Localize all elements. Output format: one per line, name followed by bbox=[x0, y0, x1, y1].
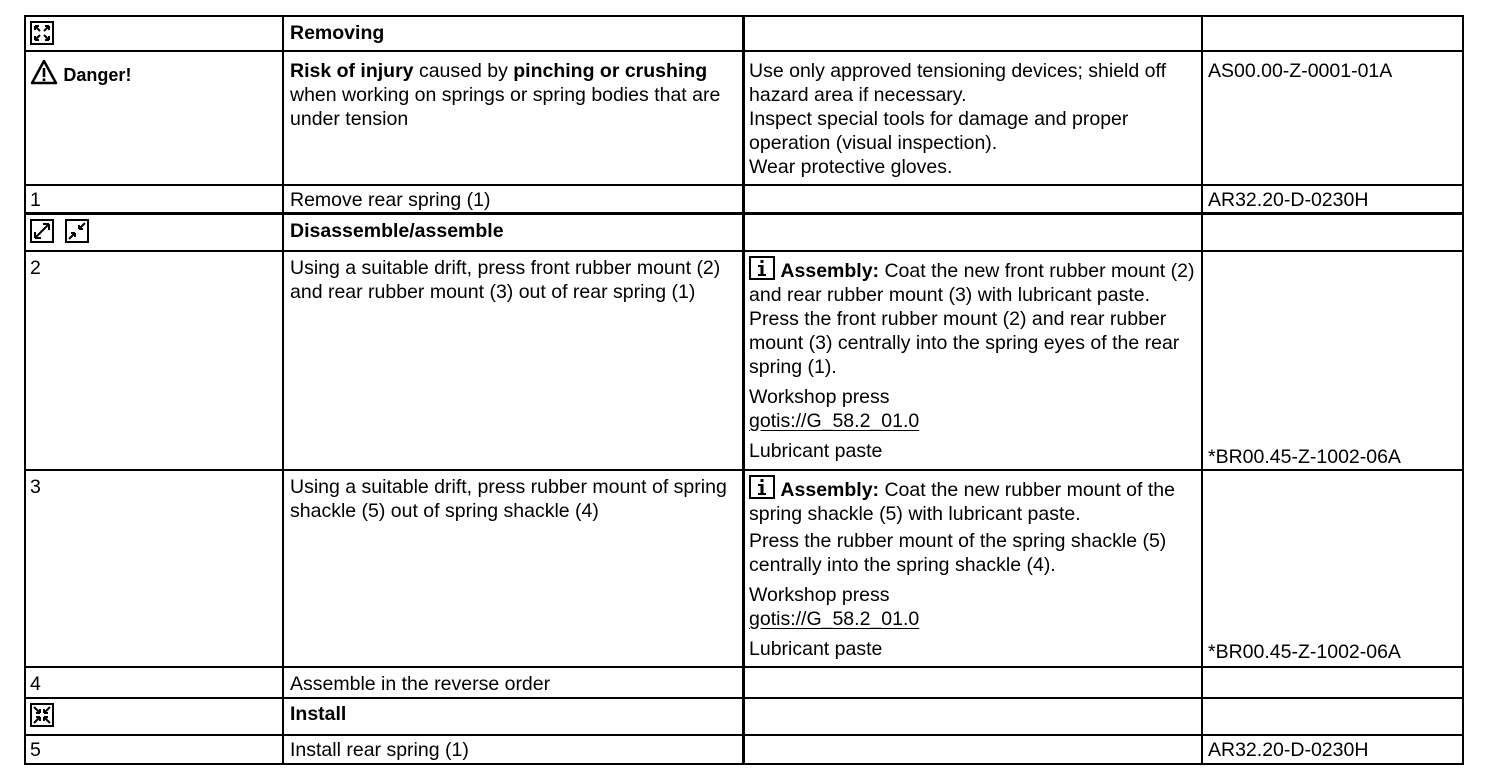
table-rule bbox=[24, 15, 26, 765]
disassemble-icon bbox=[30, 219, 54, 243]
table-rule bbox=[1462, 15, 1464, 765]
assembly-text: Coat the new front rubber mount (2) and rear rubber mount (3) with lubricant paste. Press the front rubber mount (2) and rear rubber mount (3) centrally into the spring eyes of the rear spring (1). bbox=[749, 260, 1195, 378]
info-icon bbox=[749, 475, 775, 499]
section-heading-install: Install bbox=[290, 703, 347, 725]
table-rule bbox=[742, 15, 745, 765]
assembly-text-2: Press the rubber mount of the spring shackle (5) centrally into the spring shackle (4). bbox=[749, 530, 1167, 576]
step-reference[interactable]: *BR00.45-Z-1002-06A bbox=[1208, 446, 1401, 468]
step-number: 2 bbox=[30, 257, 41, 279]
step-number: 1 bbox=[30, 189, 41, 211]
info-icon bbox=[749, 256, 775, 280]
install-icon-cell bbox=[30, 702, 270, 730]
danger-reference[interactable]: AS00.00-Z-0001-01A bbox=[1208, 60, 1393, 82]
assembly-note bbox=[749, 256, 1197, 463]
tool-name: Workshop press bbox=[749, 584, 890, 606]
assembly-text: Coat the new rubber mount of the spring shackle (5) with lubricant paste. bbox=[749, 479, 1175, 525]
tool-name: Workshop press bbox=[749, 386, 890, 408]
step-description: Using a suitable drift, press rubber mount of spring shackle (5) out of spring shackle (4) bbox=[290, 476, 727, 522]
assembly-label: Assembly: bbox=[780, 479, 880, 501]
step-reference[interactable]: *BR00.45-Z-1002-06A bbox=[1208, 641, 1401, 663]
danger-label-cell bbox=[30, 59, 275, 87]
step-number: 3 bbox=[30, 476, 41, 498]
repair-instructions-table bbox=[24, 15, 1464, 765]
warning-icon bbox=[30, 59, 58, 85]
danger-text: when working on springs or spring bodies that are under tension bbox=[290, 84, 721, 130]
section-heading-removing: Removing bbox=[290, 22, 385, 44]
removing-icon-cell bbox=[30, 20, 270, 48]
assemble-icon bbox=[65, 219, 89, 243]
danger-text-pinching: pinching or crushing bbox=[513, 60, 708, 82]
danger-description bbox=[290, 59, 738, 131]
danger-text: caused by bbox=[418, 60, 514, 82]
assembly-note bbox=[749, 475, 1197, 661]
tool-link[interactable]: gotis://G_58.2_01.0 bbox=[749, 608, 920, 630]
assembly-label: Assembly: bbox=[780, 260, 880, 282]
tool-link[interactable]: gotis://G_58.2_01.0 bbox=[749, 410, 920, 432]
danger-text-risk: Risk of injury bbox=[290, 60, 419, 82]
removing-icon bbox=[30, 21, 54, 45]
disassemble-icons-cell bbox=[30, 218, 270, 246]
step-description: Using a suitable drift, press front rubber mount (2) and rear rubber mount (3) out of rear spring (1) bbox=[290, 257, 721, 303]
step-reference[interactable]: AR32.20-D-0230H bbox=[1208, 739, 1369, 761]
step-reference[interactable]: AR32.20-D-0230H bbox=[1208, 189, 1369, 211]
step-number: 4 bbox=[30, 673, 41, 695]
table-rule bbox=[1201, 15, 1203, 765]
danger-measures: Use only approved tensioning devices; shield off hazard area if necessary. Inspect special tools for damage and proper operation (visual inspection). Wear protective gloves. bbox=[749, 60, 1166, 178]
step-number: 5 bbox=[30, 739, 41, 761]
table-rule bbox=[282, 15, 284, 765]
step-description: Remove rear spring (1) bbox=[290, 189, 491, 211]
section-heading-disassemble: Disassemble/assemble bbox=[290, 220, 504, 242]
install-icon bbox=[30, 703, 54, 727]
danger-label: Danger! bbox=[63, 65, 132, 85]
consumable-name: Lubricant paste bbox=[749, 440, 883, 462]
step-description: Install rear spring (1) bbox=[290, 739, 469, 761]
consumable-name: Lubricant paste bbox=[749, 638, 883, 660]
step-description: Assemble in the reverse order bbox=[290, 673, 551, 695]
